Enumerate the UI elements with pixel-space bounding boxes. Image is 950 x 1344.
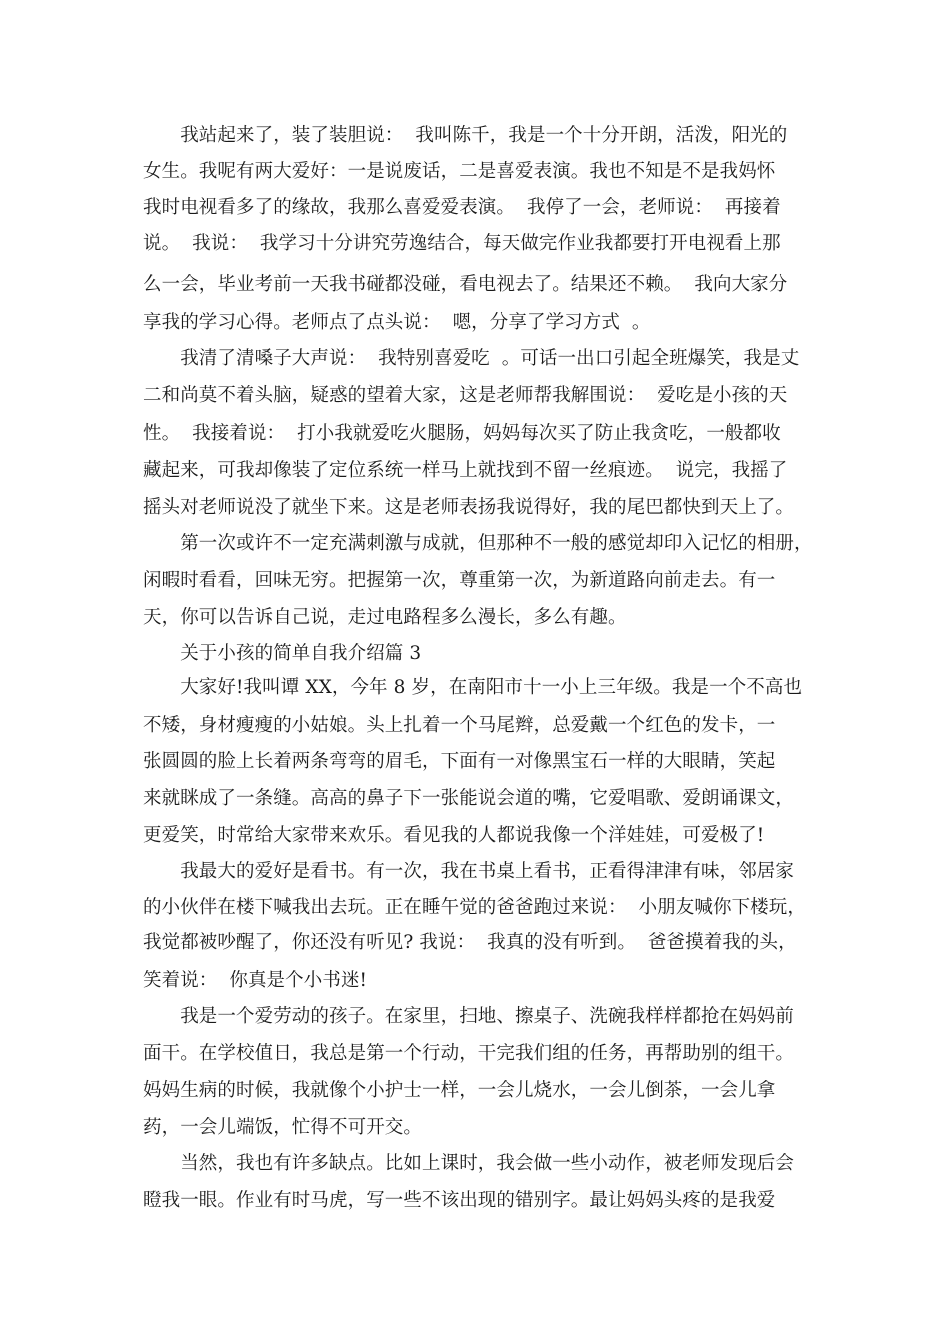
text-line: 说。 我说： 我学习十分讲究劳逸结合，每天做完作业我都要打开电视看上那	[143, 233, 781, 254]
text-line: 天，你可以告诉自己说，走过电路程多么漫长，多么有趣。	[143, 607, 627, 628]
text-line: 么一会，毕业考前一天我书碰都没碰，看电视去了。结果还不赖。 我向大家分	[143, 274, 788, 295]
text-line: 笑着说： 你真是个小书迷!	[143, 970, 368, 991]
text-line: 第一次或许不一定充满刺激与成就，但那种不一般的感觉却印入记忆的相册，	[143, 533, 813, 554]
text-line: 摇头对老师说没了就坐下来。这是老师表扬我说得好，我的尾巴都快到天上了。	[143, 497, 795, 518]
text-line: 性。 我接着说： 打小我就爱吃火腿肠，妈妈每次买了防止我贪吃，一般都收	[143, 423, 781, 444]
text-line: 当然，我也有许多缺点。比如上课时，我会做一些小动作，被老师发现后会	[143, 1153, 795, 1174]
text-line: 我清了清嗓子大声说： 我特别喜爱吃 。可话一出口引起全班爆笑，我是丈	[143, 348, 800, 369]
text-line: 我觉都被吵醒了，你还没有听见? 我说： 我真的没有听到。 爸爸摸着我的头，	[143, 932, 797, 953]
text-line: 面干。在学校值日，我总是第一个行动，干完我们组的任务，再帮助别的组干。	[143, 1043, 795, 1064]
text-line: 我是一个爱劳动的孩子。在家里，扫地、擦桌子、洗碗我样样都抢在妈妈前	[143, 1006, 795, 1027]
text-line: 妈妈生病的时候，我就像个小护士一样，一会儿烧水，一会儿倒茶，一会儿拿	[143, 1080, 776, 1101]
section-heading: 关于小孩的简单自我介绍篇 3	[143, 643, 422, 664]
text-line: 藏起来，可我却像装了定位系统一样马上就找到不留一丝痕迹。 说完，我摇了	[143, 460, 788, 481]
text-line: 我时电视看多了的缘故，我那么喜爱爱表演。 我停了一会，老师说： 再接着	[143, 197, 781, 218]
text-line: 女生。我呢有两大爱好：一是说废话，二是喜爱表演。我也不知是不是我妈怀	[143, 161, 776, 182]
text-line: 的小伙伴在楼下喊我出去玩。正在睡午觉的爸爸跑过来说： 小朋友喊你下楼玩，	[143, 897, 806, 918]
text-line: 大家好!我叫谭 XX，今年 8 岁，在南阳市十一小上三年级。我是一个不高也	[143, 677, 803, 698]
text-line: 来就眯成了一条缝。高高的鼻子下一张能说会道的嘴，它爱唱歌、爱朗诵课文，	[143, 788, 795, 809]
text-line: 张圆圆的脸上长着两条弯弯的眉毛，下面有一对像黑宝石一样的大眼睛，笑起	[143, 751, 776, 772]
text-line: 享我的学习心得。老师点了点头说： 嗯，分享了学习方式 。	[143, 312, 651, 333]
text-line: 我最大的爱好是看书。有一次，我在书桌上看书，正看得津津有味，邻居家	[143, 861, 795, 882]
text-line: 瞪我一眼。作业有时马虎，写一些不该出现的错别字。最让妈妈头疼的是我爱	[143, 1190, 776, 1211]
text-line: 闲暇时看看，回味无穷。把握第一次，尊重第一次，为新道路向前走去。有一	[143, 570, 776, 591]
text-line: 更爱笑，时常给大家带来欢乐。看见我的人都说我像一个洋娃娃，可爱极了!	[143, 825, 765, 846]
text-line: 我站起来了，装了装胆说： 我叫陈千，我是一个十分开朗，活泼，阳光的	[143, 125, 788, 146]
text-line: 药，一会儿端饭，忙得不可开交。	[143, 1117, 423, 1138]
text-line: 不矮，身材瘦瘦的小姑娘。头上扎着一个马尾辫，总爱戴一个红色的发卡，一	[143, 715, 776, 736]
text-line: 二和尚莫不着头脑，疑惑的望着大家，这是老师帮我解围说： 爱吃是小孩的天	[143, 385, 788, 406]
